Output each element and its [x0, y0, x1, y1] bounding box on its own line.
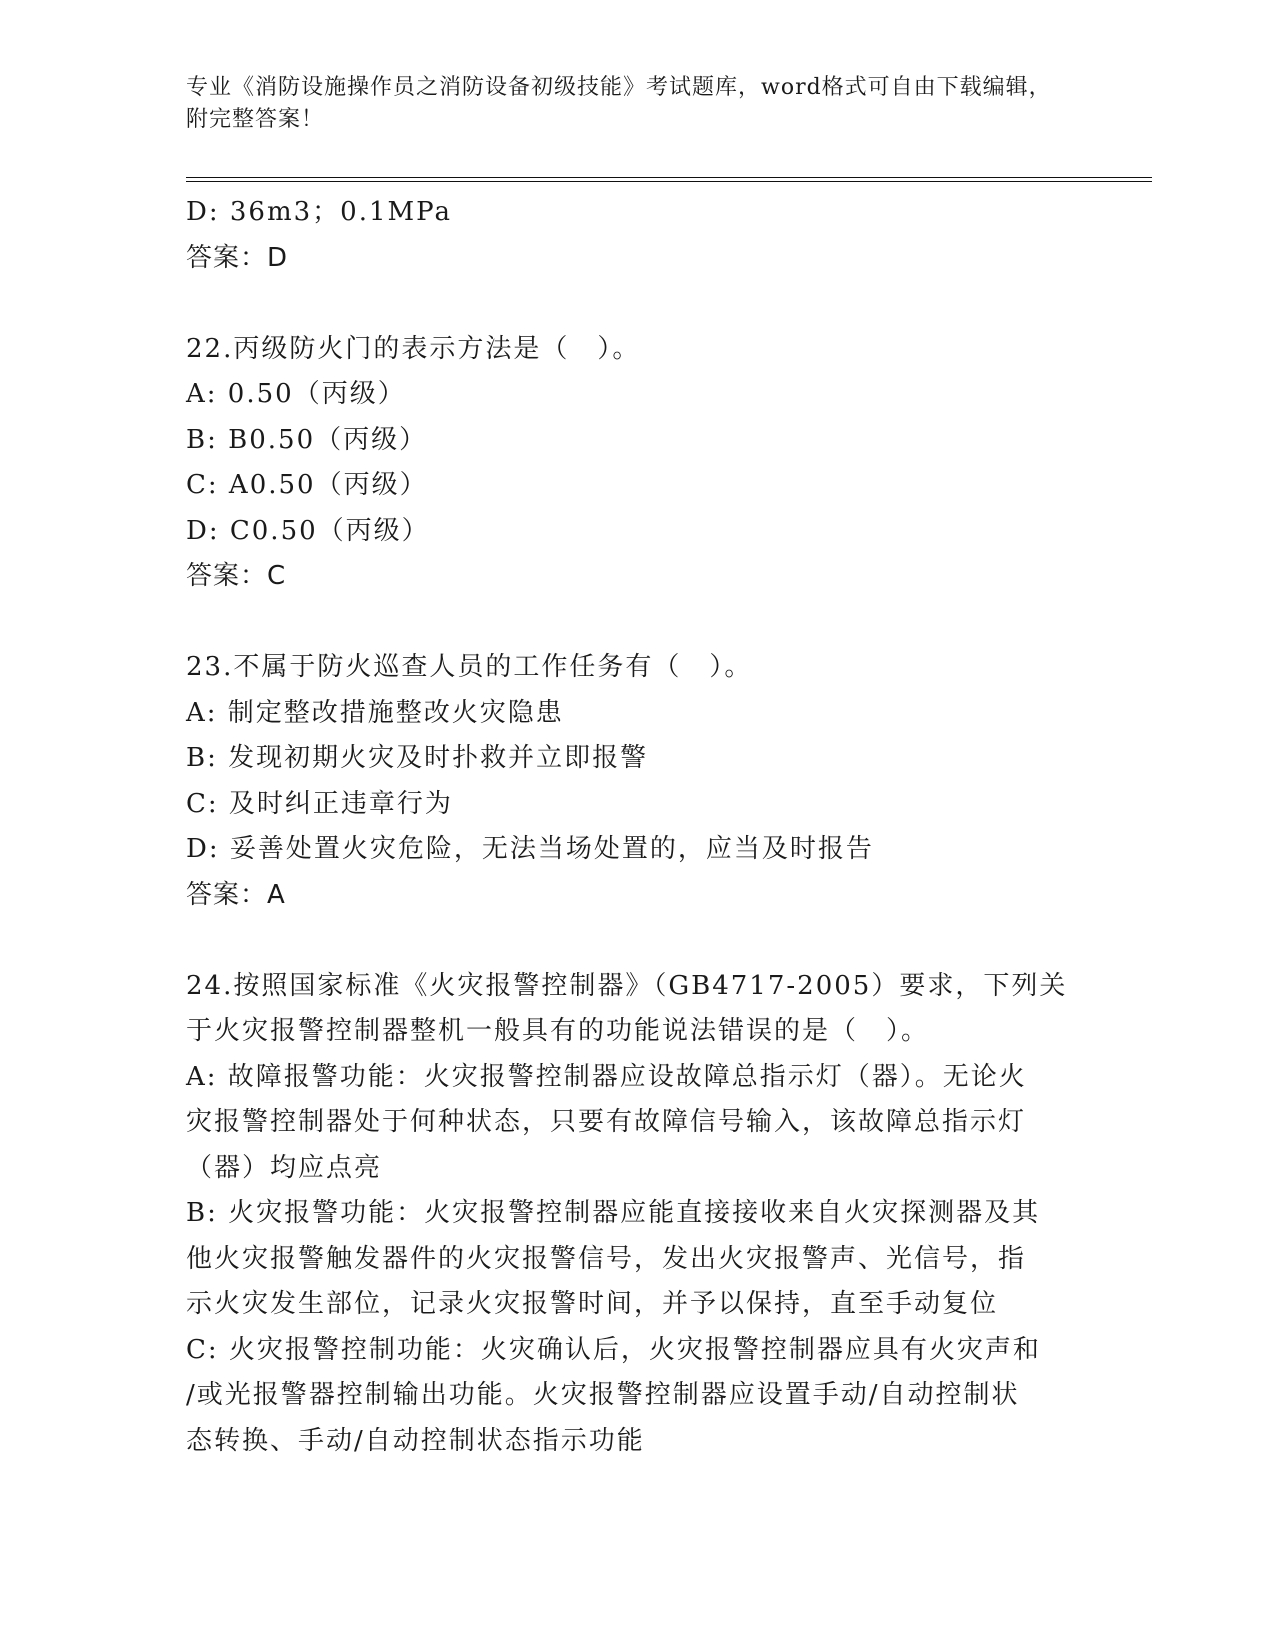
question-content — [186, 190, 1076, 1464]
question-23-option-c: C: 及时纠正违章行为 — [186, 788, 453, 819]
spacer — [186, 281, 1076, 327]
document-header: 专业《消防设施操作员之消防设备初级技能》考试题库，word格式可自由下载编辑，附完整答案！ — [186, 75, 1052, 132]
question-24-option-b-line-1: B: 火灾报警功能：火灾报警控制器应能直接接收来自火灾探测器及其 — [186, 1198, 1041, 1228]
prev-answer: 答案：D — [186, 242, 289, 273]
question-23-option-d: D: 妥善处置火灾危险，无法当场处置的，应当及时报告 — [186, 834, 874, 864]
header-divider-thick — [186, 181, 1152, 182]
question-24-option-a-line-3: （器）均应点亮 — [186, 1152, 383, 1183]
header-divider-thin — [186, 177, 1152, 178]
spacer — [186, 600, 1076, 646]
question-23-option-a: A: 制定整改措施整改火灾隐患 — [186, 697, 564, 728]
question-24-stem-line-2: 于火灾报警控制器整机一般具有的功能说法错误的是（ ）。 — [186, 1016, 930, 1046]
question-22-option-c: C: A0.50（丙级） — [186, 470, 428, 500]
spacer — [186, 918, 1076, 964]
question-24-option-b-line-2: 他火灾报警触发器件的火灾报警信号，发出火灾报警声、光信号，指 — [186, 1243, 1027, 1274]
prev-option-d: D: 36m3；0.1MPa — [186, 197, 452, 227]
question-23-option-b: B: 发现初期火灾及时扑救并立即报警 — [186, 743, 649, 773]
question-24-option-c-line-3: 态转换、手动/自动控制状态指示功能 — [186, 1425, 645, 1456]
question-22-stem: 22.丙级防火门的表示方法是（ ）。 — [186, 333, 641, 364]
question-23-stem: 23.不属于防火巡查人员的工作任务有（ ）。 — [186, 652, 753, 682]
question-22-option-b: B: B0.50（丙级） — [186, 424, 428, 455]
question-24-stem-line-1: 24.按照国家标准《火灾报警控制器》（GB4717-2005）要求，下列关 — [186, 970, 1068, 1001]
question-22-option-a: A: 0.50（丙级） — [186, 379, 406, 409]
question-22-option-d: D: C0.50（丙级） — [186, 515, 430, 546]
question-24-option-c-line-2: /或光报警器控制输出功能。火灾报警控制器应设置手动/自动控制状 — [186, 1380, 1020, 1410]
question-24-option-a-line-2: 灾报警控制器处于何种状态，只要有故障信号输入，该故障总指示灯 — [186, 1107, 1027, 1137]
question-22-answer: 答案：C — [186, 561, 287, 591]
question-24-option-c-line-1: C: 火灾报警控制功能：火灾确认后，火灾报警控制器应具有火灾声和 — [186, 1334, 1041, 1365]
question-24-option-b-line-3: 示火灾发生部位，记录火灾报警时间，并予以保持，直至手动复位 — [186, 1289, 999, 1319]
question-24-option-a-line-1: A: 故障报警功能：火灾报警控制器应设故障总指示灯（器）。无论火 — [186, 1061, 1027, 1092]
question-23-answer: 答案：A — [186, 879, 286, 910]
